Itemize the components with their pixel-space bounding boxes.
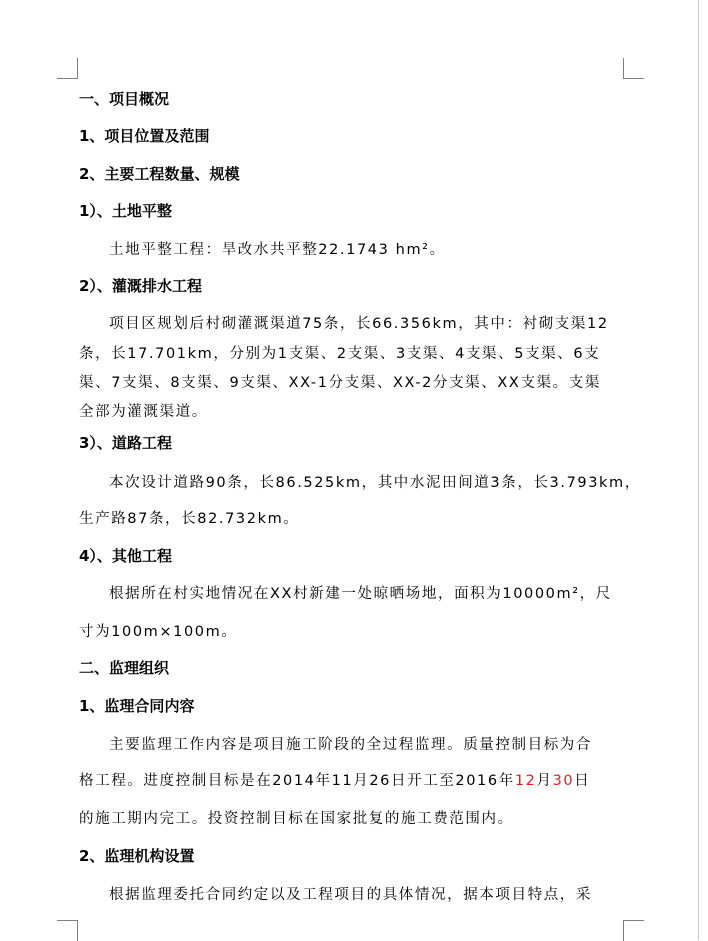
highlight-day: 30 <box>552 773 575 789</box>
crop-mark-bottom-right <box>623 920 644 941</box>
crop-mark-top-right <box>623 58 644 79</box>
heading-irrigation-drainage: 2）、灌溉排水工程 <box>79 277 202 295</box>
heading-organization-setup: 2、监理机构设置 <box>79 847 195 865</box>
paragraph-contract-line-1: 主要监理工作内容是项目施工阶段的全过程监理。质量控制目标为合 <box>109 737 592 753</box>
highlight-month: 12 <box>514 773 537 789</box>
heading-project-location: 1、项目位置及范围 <box>79 127 210 145</box>
heading-other-works: 4）、其他工程 <box>79 547 172 565</box>
heading-road-works: 3）、道路工程 <box>79 434 172 452</box>
paragraph-irrigation-line-3: 渠、7支渠、8支渠、9支渠、XX-1分支渠、XX-2分支渠、XX支渠。支渠 <box>79 375 601 391</box>
heading-contract-content: 1、监理合同内容 <box>79 697 195 715</box>
paragraph-irrigation-line-4: 全部为灌溉渠道。 <box>79 404 208 420</box>
crop-mark-top-left <box>57 58 78 79</box>
paragraph-other-line-1: 根据所在村实地情况在XX村新建一处晾晒场地，面积为10000m²，尺 <box>109 586 612 602</box>
paragraph-contract-line-3: 的施工期内完工。投资控制目标在国家批复的施工费范围内。 <box>79 811 514 827</box>
paragraph-contract-line-2 <box>79 770 624 792</box>
heading-main-quantities: 2、主要工程数量、规模 <box>79 165 240 183</box>
paragraph-road-line-1: 本次设计道路90条，长86.525km，其中水泥田间道3条，长3.793km， <box>109 475 641 491</box>
paragraph-organization-line-1: 根据监理委托合同约定以及工程项目的具体情况，据本项目特点，采 <box>109 887 592 903</box>
heading-supervision-organization: 二、监理组织 <box>79 659 170 677</box>
paragraph-irrigation-line-1: 项目区规划后村砌灌溉渠道75条，长66.356km，其中：衬砌支渠12 <box>109 316 609 332</box>
crop-mark-bottom-left <box>57 920 78 941</box>
paragraph-road-line-2: 生产路87条，长82.732km。 <box>79 511 300 527</box>
contract-line-2-text-a: 格工程。进度控制目标是在2014年11月26日开工至2016年 <box>79 773 515 789</box>
contract-line-2-text-b: 月 <box>536 773 553 789</box>
paragraph-land-leveling: 土地平整工程：旱改水共平整22.1743 hm²。 <box>109 242 446 258</box>
page-right-edge <box>698 0 699 940</box>
heading-project-overview: 一、项目概况 <box>79 90 170 108</box>
contract-line-2-text-c: 日 <box>574 773 591 789</box>
paragraph-irrigation-line-2: 条，长17.701km，分别为1支渠、2支渠、3支渠、4支渠、5支渠、6支 <box>79 346 601 362</box>
heading-land-leveling: 1）、土地平整 <box>79 202 172 220</box>
paragraph-other-line-2: 寸为100m×100m。 <box>79 624 238 640</box>
